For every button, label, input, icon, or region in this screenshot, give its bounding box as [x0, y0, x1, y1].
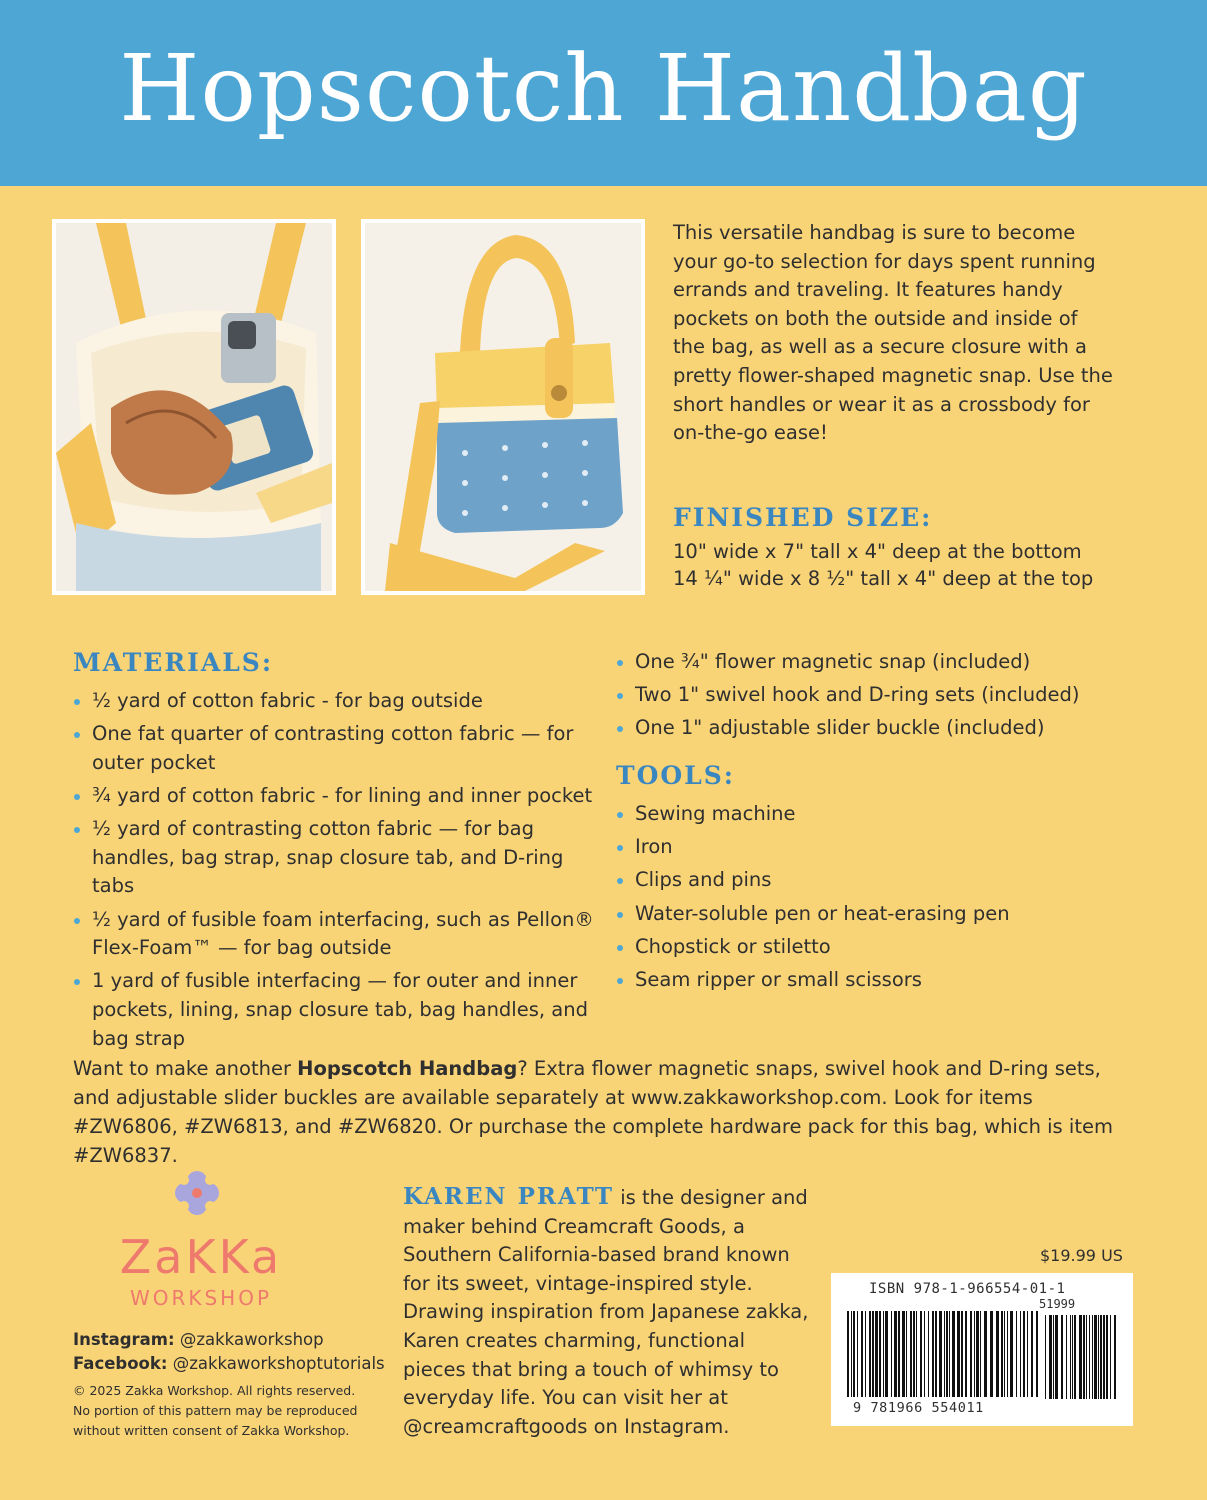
barcode-bar [1049, 1315, 1052, 1399]
tools-item: Seam ripper or small scissors [616, 966, 1136, 995]
tools-item: Water-soluble pen or heat-erasing pen [616, 900, 1136, 929]
barcode-bar [1103, 1315, 1105, 1399]
barcode-bar [851, 1311, 852, 1397]
title-banner [0, 0, 1207, 186]
barcode-bar [1089, 1315, 1090, 1399]
materials-item: ¾ yard of cotton fabric - for lining and inner pocket [73, 782, 603, 811]
barcode-bar [885, 1311, 888, 1397]
hardware-list [616, 648, 1136, 743]
barcode-bar [1114, 1315, 1116, 1399]
barcode-bar [879, 1311, 881, 1397]
barcode-bar [976, 1311, 979, 1397]
materials-item: ½ yard of contrasting cotton fabric — for bag handles, bag strap, snap closure tab, and D-ring tabs [73, 815, 603, 901]
barcode-bar [1053, 1315, 1054, 1399]
barcode-bar [961, 1311, 963, 1397]
barcode-bar [1004, 1311, 1005, 1397]
finished-size-line: 10" wide x 7" tall x 4" deep at the bottom [673, 540, 1082, 563]
intro-paragraph: This versatile handbag is sure to become your go-to selection for days spent running errands and traveling. It features handy pockets on both the outside and inside of the bag, as well as a secure closure with a pretty flower-shaped magnetic snap. Use the short handles or wear it as a crossbody for on-the-go ease! [673, 221, 1113, 445]
barcode-bar [935, 1311, 937, 1397]
barcode-bar [1007, 1311, 1008, 1397]
logo-subtitle: WORKSHOP [129, 1286, 273, 1310]
barcode-bar [865, 1311, 866, 1397]
barcode-bar [1023, 1311, 1025, 1397]
barcode-bar [996, 1311, 999, 1397]
materials-item: ½ yard of fusible foam interfacing, such as Pellon® Flex-Foam™ — for bag outside [73, 906, 603, 963]
barcode-bar [946, 1311, 948, 1397]
materials-list [73, 687, 603, 1053]
barcode-bar [1083, 1315, 1085, 1399]
barcode-bar [1036, 1311, 1038, 1397]
logo-wordmark: ZaKKa [119, 1230, 283, 1284]
tools-item: Chopstick or stiletto [616, 933, 1136, 962]
isbn-label: ISBN 978-1-966554-01-1 [869, 1281, 1066, 1297]
barcode-bar [1001, 1311, 1003, 1397]
barcode-bar [1066, 1315, 1067, 1399]
bag-interior-photo [52, 219, 336, 595]
barcode-bar [1020, 1311, 1021, 1397]
barcode-bar [1031, 1311, 1033, 1397]
social-links [73, 1328, 385, 1376]
designer-bio [403, 1183, 813, 1441]
barcode-bar [1010, 1311, 1013, 1397]
barcode-bar [883, 1311, 884, 1397]
barcode-bar [1100, 1315, 1102, 1399]
barcode-bar [1027, 1311, 1028, 1397]
barcode-bar [1110, 1315, 1111, 1399]
finished-size-heading: FINISHED SIZE: [673, 503, 933, 532]
extra-text-bold: Hopscotch Handbag [297, 1057, 518, 1080]
page-title: Hopscotch Handbag [119, 34, 1088, 142]
barcode-bar [869, 1311, 871, 1397]
barcode-bar [906, 1311, 907, 1397]
barcode [831, 1273, 1133, 1426]
bag-side-photo [361, 219, 645, 595]
finished-size-line: 14 ¼" wide x 8 ½" tall x 4" deep at the top [673, 567, 1094, 590]
barcode-bar [965, 1311, 967, 1397]
materials-item: One 1" adjustable slider buckle (included) [616, 714, 1136, 743]
barcode-bar [920, 1311, 922, 1397]
barcode-bar [898, 1311, 900, 1397]
barcode-bar [1070, 1315, 1071, 1399]
materials-item: One fat quarter of contrasting cotton fabric — for outer pocket [73, 720, 603, 777]
barcode-bar [857, 1311, 858, 1397]
barcode-bar [1094, 1315, 1097, 1399]
tools-heading: TOOLS: [616, 760, 736, 790]
tools-list [616, 800, 1136, 995]
barcode-bar [1072, 1315, 1073, 1399]
barcode-bar [861, 1311, 863, 1397]
instagram-label: Instagram: [73, 1330, 175, 1349]
barcode-addon-number: 51999 [1039, 1297, 1076, 1311]
materials-item: ½ yard of cotton fabric - for bag outside [73, 687, 603, 716]
materials-section [73, 648, 603, 1058]
barcode-bar [916, 1311, 917, 1397]
right-column [616, 648, 1136, 999]
barcode-bar [902, 1311, 905, 1397]
extra-text-start: Want to make another [73, 1057, 298, 1080]
price-label: $19.99 US [1040, 1246, 1123, 1265]
flower-icon [172, 1168, 222, 1218]
barcode-bar [1098, 1315, 1099, 1399]
copyright-notice: © 2025 Zakka Workshop. All rights reserved. No portion of this pattern may be reproduced without written consent of Zakka Workshop. [73, 1383, 358, 1438]
barcode-bar [847, 1311, 849, 1397]
designer-bio-text: is the designer and maker behind Creamcraft Goods, a Southern California-based brand known for its sweet, vintage-inspired style. Drawing inspiration from Japanese zakka, Karen creates charming, functional pieces that bring a touch of whimsy to everyday life. You can visit her at @creamcraftgoods on Instagram. [403, 1186, 809, 1438]
materials-item: 1 yard of fusible interfacing — for outer and inner pockets, lining, snap closure tab, bag handles, and bag strap [73, 967, 603, 1053]
barcode-bar [980, 1311, 981, 1397]
facebook-label: Facebook: [73, 1354, 168, 1373]
barcode-bar [913, 1311, 915, 1397]
extra-text-end: ? Extra flower magnetic snaps, swivel hook and D-ring sets, and adjustable slider buckles are available separately at www.zakkaworkshop.com. Look for items #ZW6806, #ZW6813, and #ZW6820. Or purchase the complete hardware pack for this bag, which is item #ZW6837. [73, 1057, 1113, 1167]
extra-hardware-note [73, 1054, 1133, 1170]
barcode-bar [872, 1311, 874, 1397]
tools-item: Clips and pins [616, 866, 1136, 895]
barcode-bar [1106, 1315, 1108, 1399]
barcode-bar [970, 1311, 972, 1397]
tools-item: Sewing machine [616, 800, 1136, 829]
instagram-handle[interactable]: @zakkaworkshop [179, 1330, 324, 1349]
barcode-bar [924, 1311, 925, 1397]
barcode-bar [957, 1311, 960, 1397]
tools-item: Iron [616, 833, 1136, 862]
barcode-bar [1092, 1315, 1093, 1399]
finished-size-section [673, 503, 1153, 592]
barcode-bar [974, 1311, 975, 1397]
barcode-bar [932, 1311, 934, 1397]
barcode-bar [949, 1311, 950, 1397]
barcode-bar [875, 1311, 878, 1397]
barcode-bar [984, 1311, 987, 1397]
barcode-bar [853, 1311, 855, 1397]
barcode-bar [928, 1311, 929, 1397]
materials-item: One ¾" flower magnetic snap (included) [616, 648, 1136, 677]
barcode-bar [939, 1311, 942, 1397]
barcode-digits: 9 781966 554011 [853, 1400, 984, 1416]
barcode-bar [944, 1311, 945, 1397]
zakka-workshop-logo [96, 1168, 306, 1318]
barcode-bars [847, 1311, 1119, 1399]
barcode-bar [1016, 1311, 1017, 1397]
barcode-bar [894, 1311, 897, 1397]
barcode-bar [1045, 1315, 1046, 1399]
barcode-bar [1074, 1315, 1076, 1399]
designer-name: KAREN PRATT [403, 1183, 614, 1210]
barcode-bar [1079, 1315, 1082, 1399]
barcode-bar [1061, 1315, 1063, 1399]
facebook-handle[interactable]: @zakkaworkshoptutorials [172, 1354, 385, 1373]
barcode-bar [910, 1311, 912, 1397]
barcode-bar [952, 1311, 955, 1397]
materials-item: Two 1" swivel hook and D-ring sets (included) [616, 681, 1136, 710]
materials-heading: MATERIALS: [73, 648, 274, 677]
barcode-bar [990, 1311, 993, 1397]
barcode-bar [1086, 1315, 1087, 1399]
barcode-bar [891, 1311, 892, 1397]
barcode-bar [1055, 1315, 1058, 1399]
